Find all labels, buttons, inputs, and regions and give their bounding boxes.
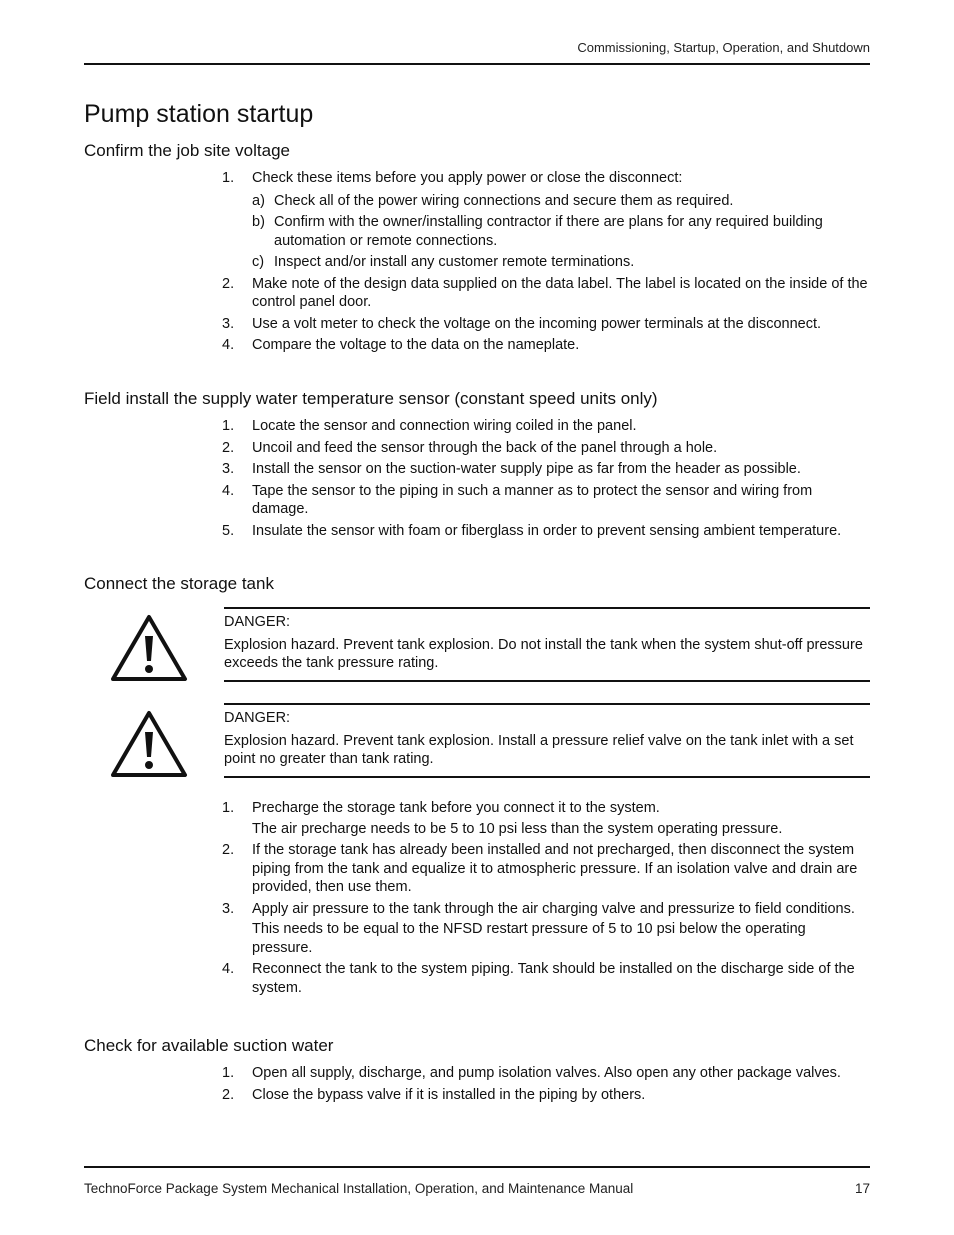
- step-number: 5.: [222, 522, 235, 539]
- step-number: 1.: [222, 1065, 235, 1081]
- list-item: [222, 336, 870, 355]
- list-item: [222, 960, 870, 997]
- list-item: [252, 192, 870, 211]
- voltage-substeps: [252, 192, 870, 272]
- list-item: [222, 315, 870, 334]
- suction-steps: [222, 1064, 870, 1107]
- warning-triangle-icon: [110, 710, 188, 778]
- step-note: This needs to be equal to the NFSD restart pressure of 5 to 10 psi below the operating pressure.: [252, 921, 806, 956]
- header-divider: [84, 63, 870, 65]
- danger-label: DANGER:: [224, 710, 291, 726]
- step-number: 2.: [222, 275, 235, 292]
- step-text: Make note of the design data supplied on the data label. The label is located on the inside of the control panel door.: [252, 275, 868, 310]
- step-number: 1.: [222, 170, 235, 186]
- list-item: [252, 253, 870, 272]
- step-text: Reconnect the tank to the system piping. Tank should be installed on the discharge side of the system.: [252, 961, 855, 996]
- step-text: Check these items before you apply power or close the disconnect:: [252, 170, 683, 186]
- list-item: [222, 900, 870, 958]
- section-heading-voltage: Confirm the job site voltage: [84, 141, 290, 160]
- page-title: Pump station startup: [84, 100, 314, 128]
- list-item: [222, 169, 870, 272]
- step-text: Insulate the sensor with foam or fiberglass in order to prevent sensing ambient temperature.: [252, 522, 842, 539]
- danger-callout: [224, 607, 870, 682]
- list-item: [222, 460, 870, 479]
- step-number: 3.: [222, 900, 235, 917]
- step-text: Open all supply, discharge, and pump isolation valves. Also open any other package valves.: [252, 1065, 841, 1081]
- step-number: 2.: [222, 1086, 235, 1103]
- section-heading-tank: Connect the storage tank: [84, 574, 274, 593]
- step-number: 1.: [222, 418, 235, 434]
- voltage-steps: [222, 169, 870, 358]
- page-number: 17: [854, 1181, 870, 1196]
- danger-text: Explosion hazard. Prevent tank explosion. Do not install the tank when the system shut-off pressure exceeds the tank pressure rating.: [224, 636, 863, 671]
- substep-text: Confirm with the owner/installing contractor if there are plans for any required building automation or remote connections.: [274, 214, 823, 249]
- tank-steps: [222, 799, 870, 1000]
- list-item: [252, 213, 870, 250]
- list-item: [222, 1064, 870, 1083]
- step-text: Locate the sensor and connection wiring coiled in the panel.: [252, 418, 637, 434]
- substep-text: Inspect and/or install any customer remote terminations.: [274, 254, 635, 270]
- warning-triangle-icon: [110, 614, 188, 682]
- list-item: [222, 522, 870, 541]
- step-text: Close the bypass valve if it is installed in the piping by others.: [252, 1086, 646, 1103]
- substep-letter: b): [252, 214, 265, 230]
- danger-callout: [224, 703, 870, 778]
- step-note: The air precharge needs to be 5 to 10 psi less than the system operating pressure.: [252, 820, 783, 837]
- substep-letter: c): [252, 254, 265, 270]
- step-text: If the storage tank has already been installed and not precharged, then disconnect the system piping from the tank and equalize it to atmospheric pressure. If an isolation valve and drain are provided, then use them.: [252, 842, 858, 895]
- step-number: 4.: [222, 482, 235, 499]
- step-number: 2.: [222, 439, 235, 456]
- section-heading-sensor: Field install the supply water temperature sensor (constant speed units only): [84, 389, 658, 408]
- substep-text: Check all of the power wiring connections and secure them as required.: [274, 192, 734, 209]
- list-item: [222, 439, 870, 458]
- danger-label: DANGER:: [224, 614, 291, 630]
- list-item: [222, 841, 870, 897]
- step-number: 4.: [222, 337, 235, 353]
- step-text: Compare the voltage to the data on the nameplate.: [252, 337, 580, 353]
- substep-letter: a): [252, 192, 265, 209]
- footer-manual-title: TechnoForce Package System Mechanical Installation, Operation, and Maintenance Manual: [84, 1181, 634, 1196]
- step-number: 3.: [222, 461, 235, 477]
- step-text: Apply air pressure to the tank through the air charging valve and pressurize to field conditions.: [252, 900, 855, 917]
- sensor-steps: [222, 417, 870, 543]
- section-heading-suction: Check for available suction water: [84, 1036, 334, 1055]
- step-text: Uncoil and feed the sensor through the back of the panel through a hole.: [252, 439, 718, 456]
- list-item: [222, 799, 870, 838]
- footer-divider: [84, 1166, 870, 1168]
- list-item: [222, 275, 870, 312]
- running-header: Commissioning, Startup, Operation, and Shutdown: [577, 40, 870, 55]
- step-text: Install the sensor on the suction-water supply pipe as far from the header as possible.: [252, 461, 801, 477]
- step-number: 2.: [222, 842, 235, 858]
- step-text: Tape the sensor to the piping in such a manner as to protect the sensor and wiring from damage.: [252, 482, 813, 517]
- list-item: [222, 482, 870, 519]
- list-item: [222, 417, 870, 436]
- danger-text: Explosion hazard. Prevent tank explosion. Install a pressure relief valve on the tank inlet with a set point no greater than tank rating.: [224, 732, 854, 767]
- step-text: Use a volt meter to check the voltage on the incoming power terminals at the disconnect.: [252, 315, 822, 332]
- step-text: Precharge the storage tank before you connect it to the system.: [252, 800, 660, 816]
- step-number: 3.: [222, 315, 235, 332]
- step-number: 4.: [222, 961, 235, 977]
- step-number: 1.: [222, 800, 235, 816]
- list-item: [222, 1086, 870, 1105]
